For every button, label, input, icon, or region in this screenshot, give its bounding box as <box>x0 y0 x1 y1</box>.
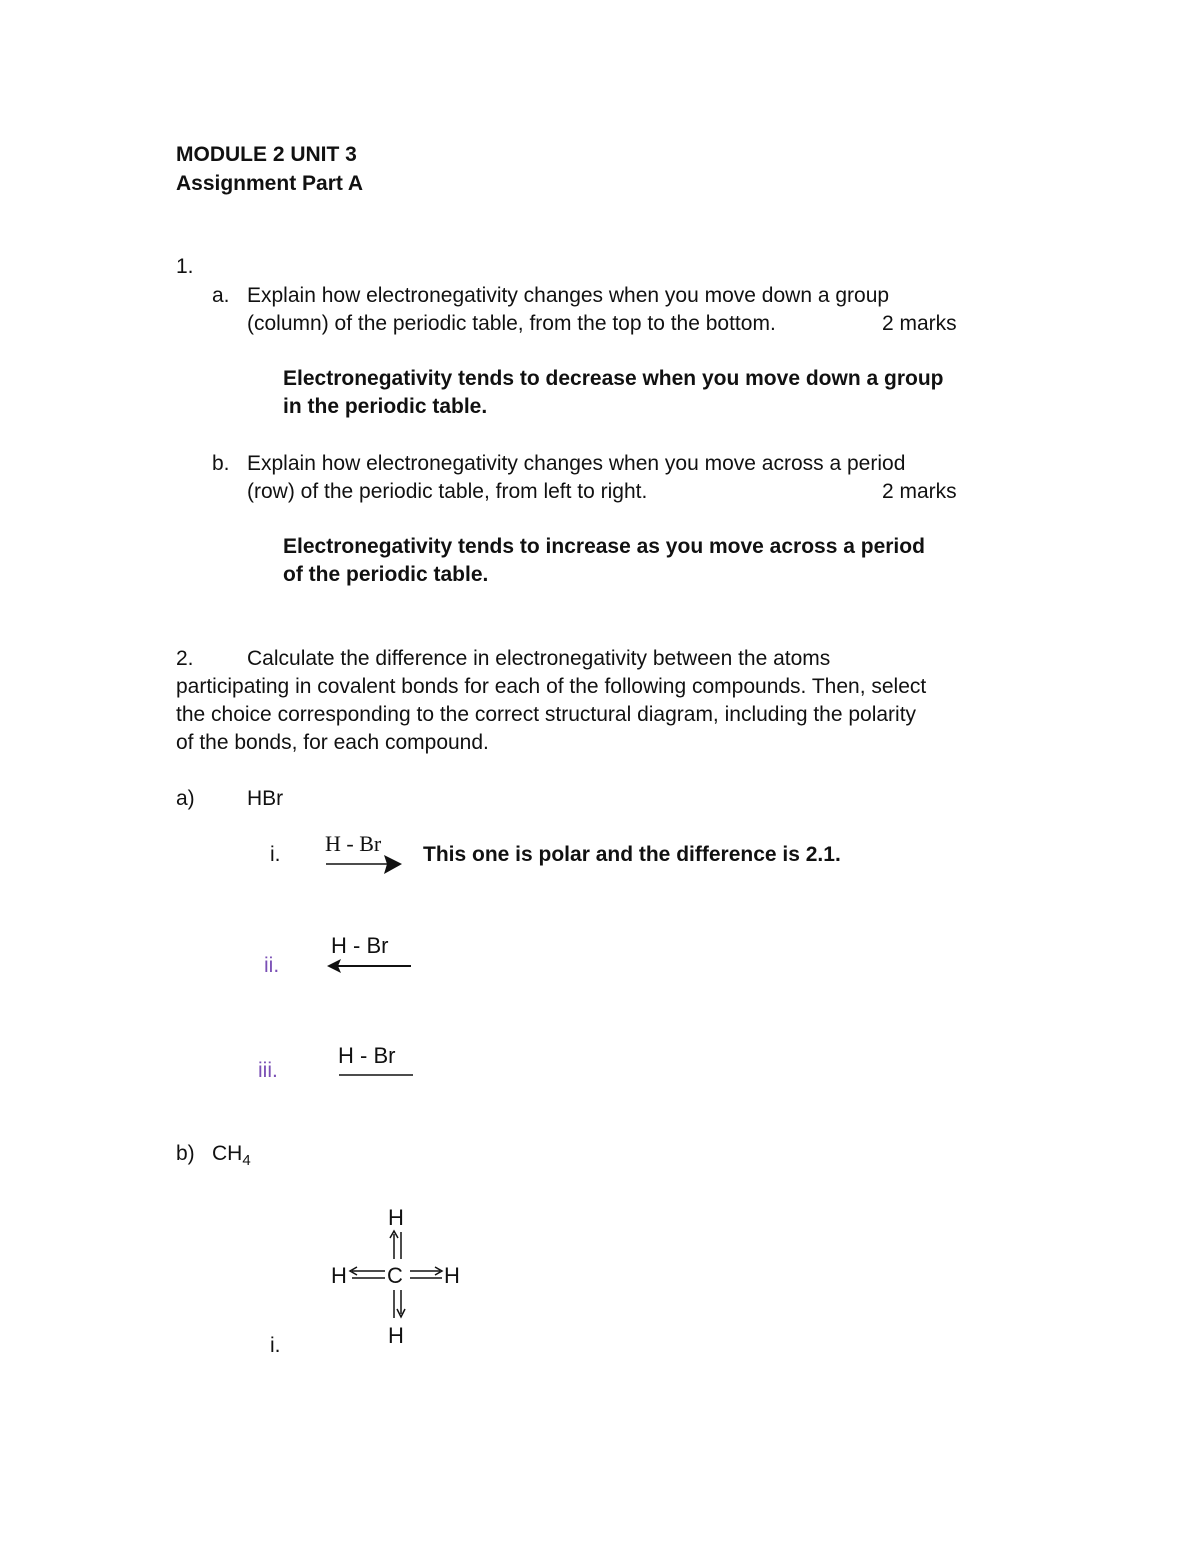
option-ii-formula: H - Br <box>331 933 389 958</box>
question-2-line1: Calculate the difference in electronegativity between the atoms <box>247 647 831 670</box>
ch4-atom-left: H <box>331 1263 347 1288</box>
question-2-line2: participating in covalent bonds for each of the following compounds. Then, select <box>176 675 927 698</box>
assignment-title: Assignment Part A <box>176 172 364 195</box>
question-1b-answer-line2: of the periodic table. <box>283 563 489 586</box>
option-ii-numeral: ii. <box>264 954 280 977</box>
option-ii-arrow-left-icon <box>327 958 413 974</box>
part-a-label: a) <box>176 787 195 810</box>
question-1b-line1: Explain how electronegativity changes when you move across a period <box>247 452 906 475</box>
option-iii-numeral: iii. <box>258 1059 278 1082</box>
part-b-compound-subscript: 4 <box>242 1152 251 1169</box>
question-1b-marks: 2 marks <box>882 480 957 503</box>
question-1-number: 1. <box>176 255 194 278</box>
part-b-compound-base: CH <box>212 1142 243 1165</box>
ch4-atom-right: H <box>444 1263 460 1288</box>
question-1a-answer-line1: Electronegativity tends to decrease when you move down a group <box>283 367 944 390</box>
part-a-compound: HBr <box>247 787 284 810</box>
option-i-answer: This one is polar and the difference is 2.1. <box>423 843 841 866</box>
question-1b-letter: b. <box>212 452 230 475</box>
module-title: MODULE 2 UNIT 3 <box>176 143 357 166</box>
question-2-line3: the choice corresponding to the correct structural diagram, including the polarity <box>176 703 917 726</box>
option-i-arrow-right-icon <box>326 854 404 876</box>
question-1a-line1: Explain how electronegativity changes when you move down a group <box>247 284 890 307</box>
question-1a-letter: a. <box>212 284 230 307</box>
ch4-atom-top: H <box>388 1205 404 1230</box>
option-i-formula: H - Br <box>325 831 382 856</box>
question-1b-answer-line1: Electronegativity tends to increase as you move across a period <box>283 535 925 558</box>
question-1b-line2: (row) of the periodic table, from left to right. <box>247 480 648 503</box>
part-b-option-i-numeral: i. <box>270 1334 281 1357</box>
option-iii-bond-line <box>339 1072 415 1078</box>
ch4-atom-center: C <box>387 1263 403 1288</box>
part-b-label: b) <box>176 1142 195 1165</box>
question-2-number: 2. <box>176 647 194 670</box>
option-i-numeral: i. <box>270 843 281 866</box>
question-1a-line2: (column) of the periodic table, from the top to the bottom. <box>247 312 776 335</box>
ch4-atom-bottom: H <box>388 1323 404 1348</box>
part-b-compound <box>212 1140 251 1168</box>
option-iii-formula: H - Br <box>338 1043 396 1068</box>
question-1a-marks: 2 marks <box>882 312 957 335</box>
question-1a-answer-line2: in the periodic table. <box>283 395 488 418</box>
question-2-line4: of the bonds, for each compound. <box>176 731 489 754</box>
ch4-bond-arrows <box>330 1228 470 1328</box>
